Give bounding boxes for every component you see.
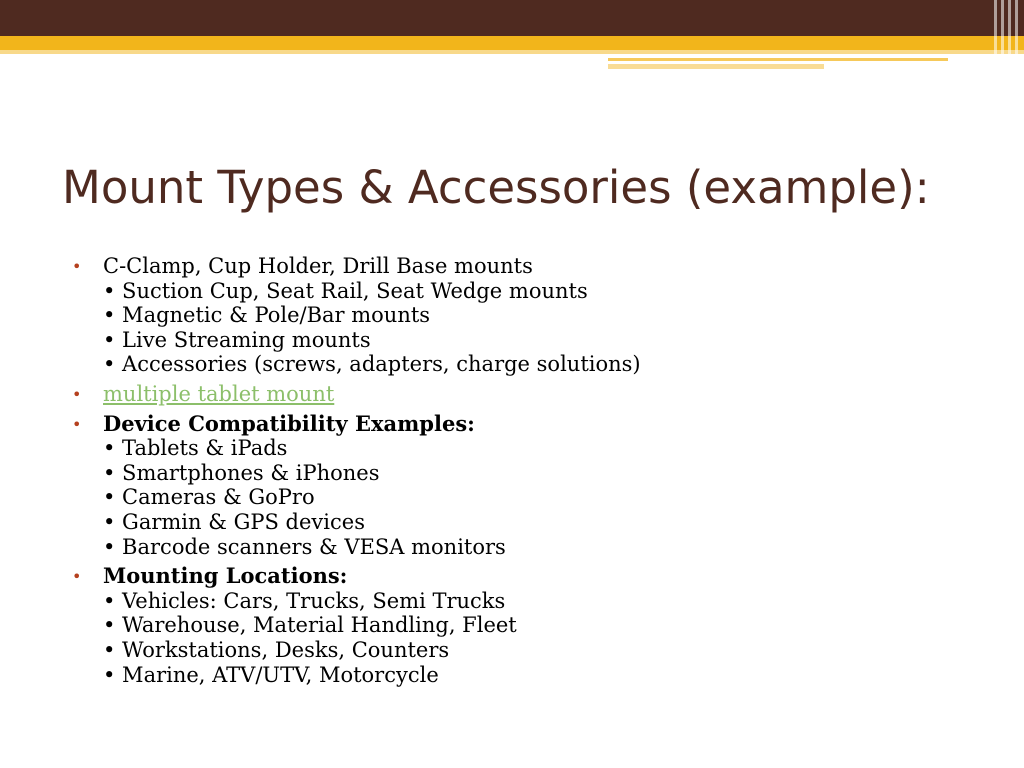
bullet-icon: • (72, 257, 82, 276)
list-item[interactable] (72, 382, 972, 407)
list-item (72, 254, 972, 377)
list-subline: • Accessories (screws, adapters, charge solutions) (103, 352, 641, 377)
list-subline: • Tablets & iPads (103, 436, 288, 461)
list-subline: • Marine, ATV/UTV, Motorcycle (103, 662, 439, 687)
header-gold-thin-bar (608, 58, 948, 61)
list-subline: • Magnetic & Pole/Bar mounts (103, 303, 431, 328)
list-item (72, 564, 972, 687)
bullet-list (72, 254, 972, 692)
list-subline: • Workstations, Desks, Counters (103, 637, 450, 662)
bullet-icon: • (72, 567, 82, 587)
list-subline: • Vehicles: Cars, Trucks, Semi Trucks (103, 588, 506, 613)
list-subline: • Suction Cup, Seat Rail, Seat Wedge mounts (103, 278, 588, 303)
list-item (72, 412, 972, 560)
header-stripes (990, 0, 1024, 70)
list-item-heading: Mounting Locations: (103, 563, 348, 589)
list-subline: • Smartphones & iPhones (103, 460, 380, 485)
bullet-icon: • (72, 384, 82, 404)
list-item-heading: C-Clamp, Cup Holder, Drill Base mounts (103, 254, 533, 278)
list-item-heading: Device Compatibility Examples: (103, 410, 475, 436)
header-gold-light-bar (0, 50, 1024, 54)
list-subline: • Barcode scanners & VESA monitors (103, 534, 506, 559)
slide-title: Mount Types & Accessories (example): (62, 161, 930, 214)
header-dark-bar (0, 0, 1024, 36)
list-subline: • Cameras & GoPro (103, 485, 315, 510)
header-gold-thin-bar-2 (608, 64, 824, 69)
list-subline: • Warehouse, Material Handling, Fleet (103, 613, 517, 638)
list-subline: • Live Streaming mounts (103, 327, 371, 352)
bullet-icon: • (72, 414, 82, 434)
list-subline: • Garmin & GPS devices (103, 509, 365, 534)
header-gold-bar (0, 36, 1024, 50)
list-item-link[interactable]: multiple tablet mount (103, 381, 335, 406)
